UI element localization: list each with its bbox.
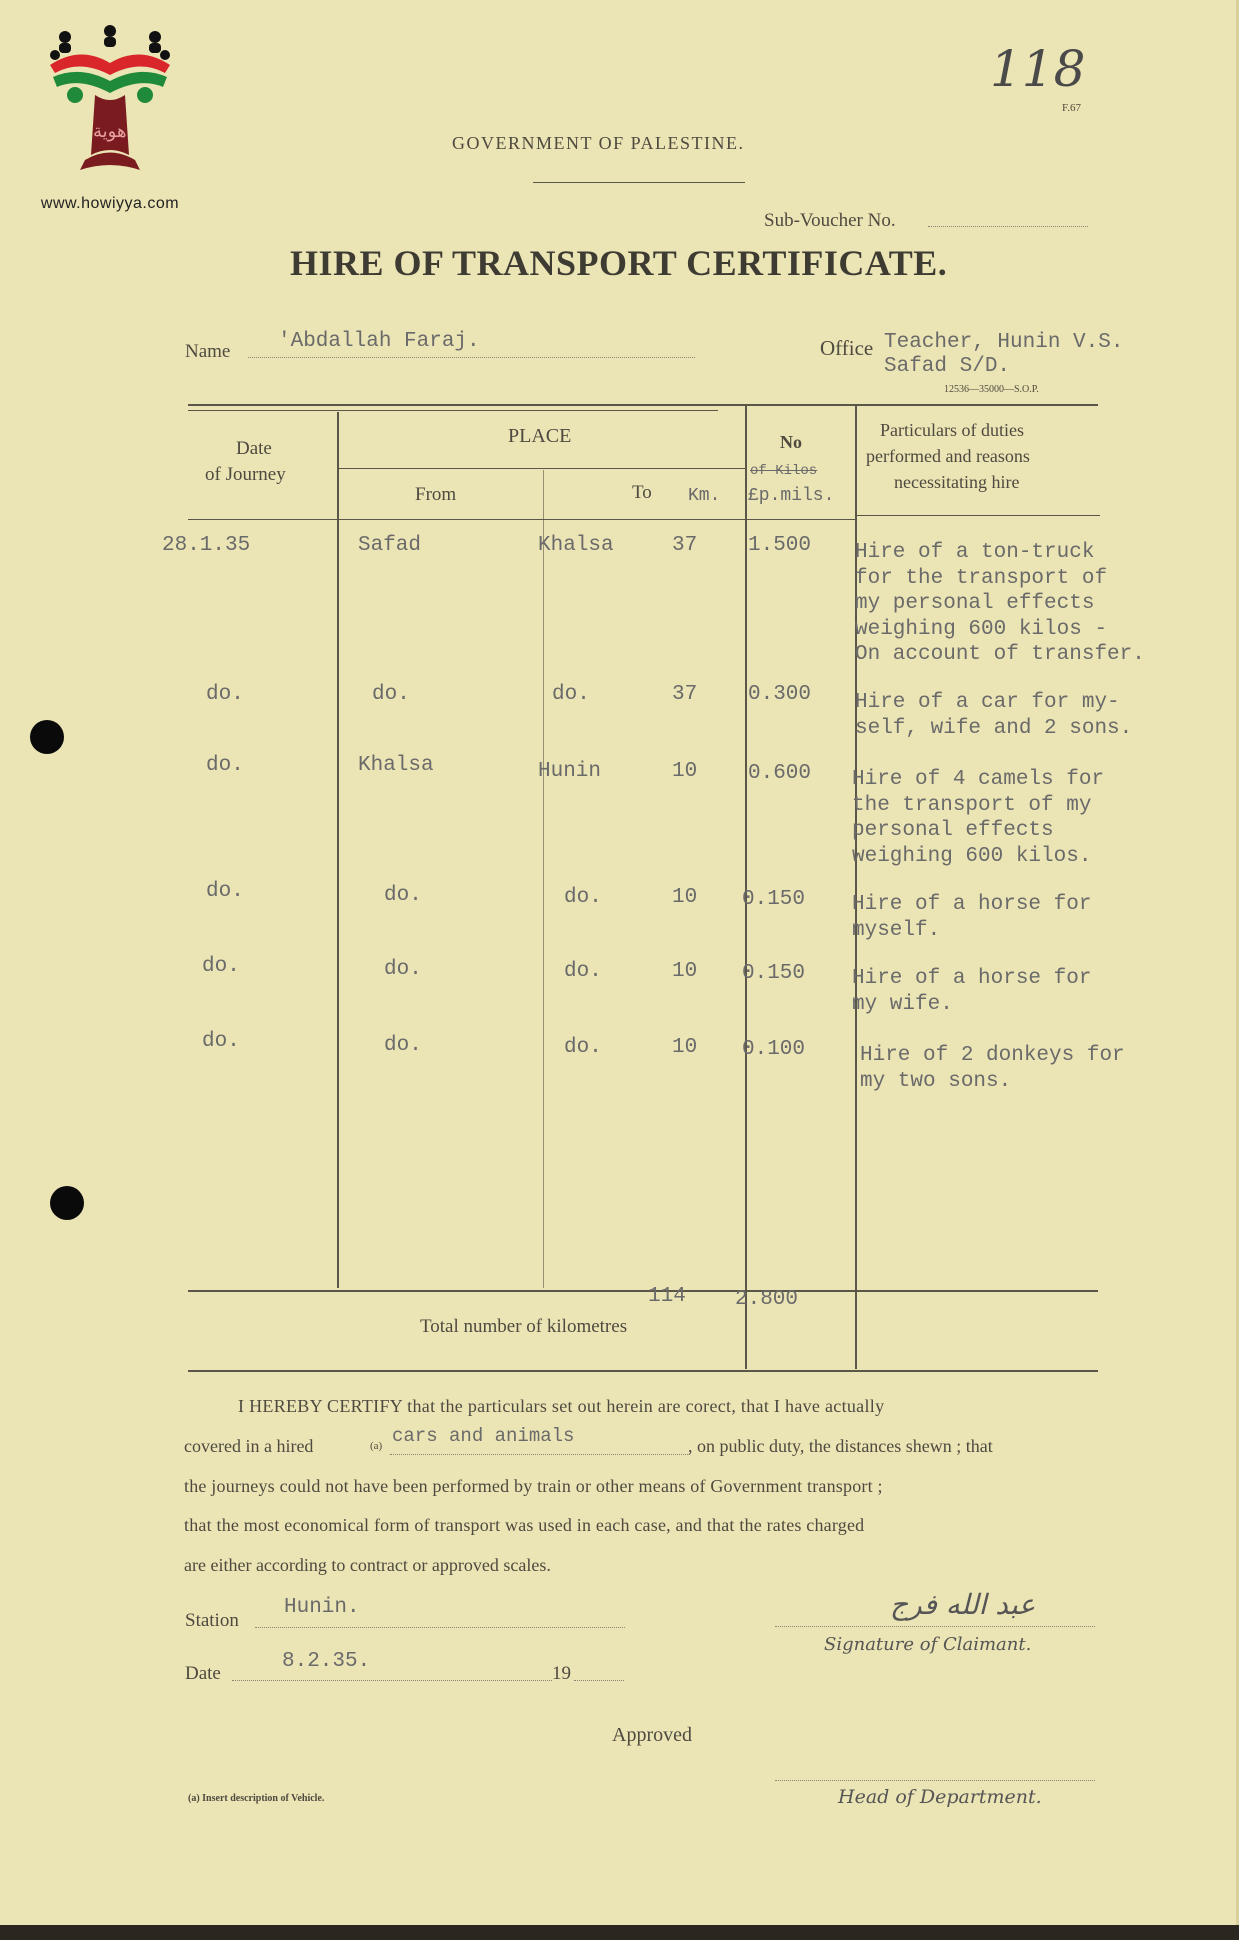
name-label: Name: [185, 341, 231, 362]
station-label: Station: [185, 1610, 239, 1631]
office-value-line2: Safad S/D.: [884, 355, 1011, 378]
certify-line-5: are either according to contract or approved scales.: [184, 1555, 551, 1575]
row-4-date: do.: [206, 880, 244, 903]
header-bottom-rule: [188, 519, 856, 520]
row-1-amount: 1.500: [748, 534, 812, 557]
sub-voucher-field[interactable]: [928, 226, 1088, 227]
row-1-to: Khalsa: [538, 534, 614, 557]
table-top-rule-thin: [188, 410, 718, 411]
punch-hole-bottom: [50, 1186, 84, 1220]
date-year-field: [574, 1680, 624, 1681]
date-value: 8.2.35.: [282, 1650, 371, 1673]
name-value: 'Abdallah Faraj.: [278, 330, 480, 353]
row-3-date: do.: [206, 754, 244, 777]
handwritten-folio-number: 118: [990, 40, 1086, 98]
date-label: Date: [185, 1663, 221, 1684]
particulars-header-rule: [855, 515, 1100, 516]
row-5-from: do.: [384, 958, 422, 981]
row-4-to: do.: [564, 886, 602, 909]
total-label: Total number of kilometres: [420, 1316, 628, 1337]
row-2-from: do.: [372, 683, 410, 706]
row-6-amount: 0.100: [742, 1038, 806, 1061]
certify-line-1: I HEREBY CERTIFY that the particulars set out herein are corect, that I have actually: [238, 1396, 885, 1416]
howiyya-logo[interactable]: [20, 25, 200, 220]
row-2-particulars: Hire of a car for my- self, wife and 2 sons.: [855, 691, 1133, 740]
claimant-signature: عبد الله فرج: [890, 1588, 1036, 1621]
amount-header-kilos: of Kilos: [750, 463, 818, 479]
signature-line: [775, 1626, 1095, 1627]
footnote: (a) Insert description of Vehicle.: [188, 1793, 325, 1804]
row-4-km: 10: [672, 886, 698, 909]
vehicle-field[interactable]: [390, 1454, 690, 1455]
certify-line-2-marker: (a): [370, 1440, 383, 1452]
to-header: To: [632, 482, 652, 503]
from-header: From: [415, 484, 457, 505]
row-6-km: 10: [672, 1036, 698, 1059]
row-5-date: do.: [202, 955, 240, 978]
table-top-rule: [188, 404, 1098, 406]
particulars-header-3: necessitating hire: [894, 472, 1020, 492]
punch-hole-top: [30, 720, 64, 754]
km-header: Km.: [688, 486, 721, 506]
row-2-to: do.: [552, 683, 590, 706]
row-4-particulars: Hire of a horse for myself.: [852, 893, 1092, 942]
place-header: PLACE: [508, 425, 572, 447]
row-3-km: 10: [672, 760, 698, 783]
head-of-department-label: Head of Department.: [838, 1786, 1042, 1808]
row-5-to: do.: [564, 960, 602, 983]
svg-text:هوية: هوية: [93, 121, 127, 142]
vehicle-value: cars and animals: [392, 1425, 575, 1447]
row-3-amount: 0.600: [748, 762, 812, 785]
heading-rule: [533, 182, 745, 183]
certify-line-4: that the most economical form of transport was used in each case, and that the rates charged: [184, 1515, 865, 1535]
form-code: F.67: [1062, 102, 1081, 114]
family-tree-logo-icon: [45, 25, 175, 185]
date-header-sub: of Journey: [205, 464, 286, 485]
approved-label: Approved: [612, 1724, 692, 1746]
particulars-header-2: performed and reasons: [866, 446, 1030, 466]
row-4-amount: 0.150: [742, 888, 806, 911]
row-1-from: Safad: [358, 534, 422, 557]
row-1-date: 28.1.35: [162, 534, 251, 557]
row-2-km: 37: [672, 683, 698, 706]
row-5-particulars: Hire of a horse for my wife.: [852, 967, 1092, 1016]
amount-header-mils: £p.mils.: [748, 486, 835, 506]
certify-line-2-suffix: , on public duty, the distances shewn ; that: [688, 1436, 993, 1456]
row-6-from: do.: [384, 1034, 422, 1057]
row-5-amount: 0.150: [742, 962, 806, 985]
col-divider-date: [337, 412, 339, 1288]
place-divider-rule: [338, 468, 746, 469]
signature-label: Signature of Claimant.: [824, 1634, 1032, 1655]
row-3-particulars: Hire of 4 camels for the transport of my personal effects weighing 600 kilos.: [852, 768, 1105, 868]
row-5-km: 10: [672, 960, 698, 983]
amount-header-no: No: [780, 432, 802, 452]
row-3-from: Khalsa: [358, 754, 434, 777]
table-bottom-rule: [188, 1370, 1098, 1372]
government-heading: GOVERNMENT OF PALESTINE.: [452, 133, 745, 153]
sub-voucher-label: Sub-Voucher No.: [764, 210, 896, 231]
row-2-amount: 0.300: [748, 683, 812, 706]
row-3-to: Hunin: [538, 760, 602, 783]
date-year: 19: [552, 1663, 571, 1684]
row-6-date: do.: [202, 1030, 240, 1053]
total-amount: 2.800: [735, 1288, 799, 1311]
certify-line-2-prefix: covered in a hired: [184, 1436, 314, 1456]
station-value: Hunin.: [284, 1596, 360, 1619]
print-code: 12536—35000—S.O.P.: [944, 384, 1039, 395]
name-field[interactable]: [248, 357, 695, 358]
office-value-line1: Teacher, Hunin V.S.: [884, 331, 1124, 354]
row-1-km: 37: [672, 534, 698, 557]
row-6-particulars: Hire of 2 donkeys for my two sons.: [860, 1044, 1125, 1093]
certify-line-3: the journeys could not have been performed by train or other means of Government transport ;: [184, 1476, 883, 1496]
total-top-rule: [188, 1290, 1098, 1292]
station-field[interactable]: [255, 1627, 625, 1628]
row-6-to: do.: [564, 1036, 602, 1059]
logo-url[interactable]: www.howiyya.com: [40, 195, 180, 212]
col-divider-from: [543, 470, 544, 1288]
page-title: HIRE OF TRANSPORT CERTIFICATE.: [290, 243, 948, 283]
row-1-particulars: Hire of a ton-truck for the transport of my personal effects weighing 600 kilos - On account of transfer.: [855, 541, 1145, 666]
row-4-from: do.: [384, 884, 422, 907]
office-label: Office: [820, 336, 874, 360]
particulars-header-1: Particulars of duties: [880, 420, 1024, 440]
date-header: Date: [236, 438, 272, 459]
total-km: 114: [648, 1285, 686, 1308]
row-2-date: do.: [206, 683, 244, 706]
head-signature-line: [775, 1780, 1095, 1781]
date-field[interactable]: [232, 1680, 552, 1681]
